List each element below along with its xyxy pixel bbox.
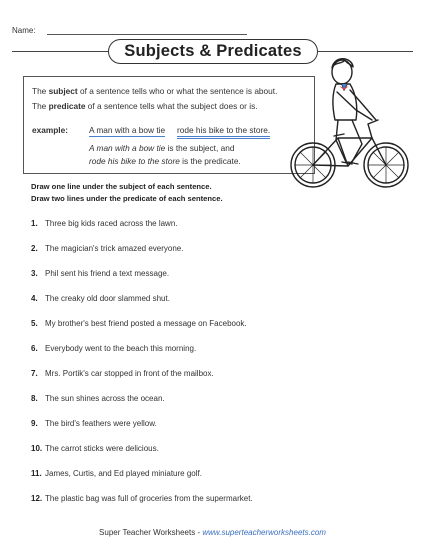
boy-riding-bike-icon bbox=[290, 50, 412, 192]
sentence-number: 7. bbox=[31, 369, 38, 378]
sentence-item bbox=[31, 269, 169, 278]
sentence-item bbox=[31, 319, 247, 328]
sentence-item bbox=[31, 444, 159, 453]
sentence-text: The creaky old door slammed shut. bbox=[45, 294, 170, 303]
example-predicate: rode his bike to the store. bbox=[177, 125, 270, 139]
sentence-number: 5. bbox=[31, 319, 38, 328]
sentence-item bbox=[31, 244, 183, 253]
sentence-item bbox=[31, 419, 157, 428]
sentence-text: My brother's best friend posted a message on Facebook. bbox=[45, 319, 247, 328]
sentence-number: 2. bbox=[31, 244, 38, 253]
sentence-number: 4. bbox=[31, 294, 38, 303]
sentence-text: Mrs. Portik's car stopped in front of the mailbox. bbox=[45, 369, 214, 378]
example-subject: A man with a bow tie bbox=[89, 125, 166, 135]
sentence-text: The carrot sticks were delicious. bbox=[45, 444, 159, 453]
sentence-number: 6. bbox=[31, 344, 38, 353]
name-line[interactable] bbox=[47, 34, 247, 35]
sentence-text: Everybody went to the beach this morning. bbox=[45, 344, 197, 353]
sentence-text: The sun shines across the ocean. bbox=[45, 394, 165, 403]
sentence-item bbox=[31, 219, 178, 228]
title-box bbox=[108, 39, 318, 64]
sentence-item bbox=[31, 344, 196, 353]
instruction-two-lines: Draw two lines under the predicate of each sentence. bbox=[31, 194, 223, 203]
footer-brand: Super Teacher Worksheets bbox=[99, 528, 196, 537]
sentence-number: 9. bbox=[31, 419, 38, 428]
sentence-text: The plastic bag was full of groceries from the supermarket. bbox=[45, 494, 253, 503]
sentence-text: James, Curtis, and Ed played miniature golf. bbox=[45, 469, 202, 478]
example-note-predicate: rode his bike to the store is the predicate. bbox=[89, 156, 241, 166]
sentence-number: 10. bbox=[31, 444, 43, 453]
sentence-item bbox=[31, 294, 170, 303]
definition-box bbox=[23, 76, 315, 174]
sentence-text: The bird's feathers were yellow. bbox=[45, 419, 157, 428]
example-label: example: bbox=[32, 125, 68, 135]
sentence-item bbox=[31, 494, 253, 503]
sentence-text: The magician's trick amazed everyone. bbox=[45, 244, 184, 253]
sentence-number: 8. bbox=[31, 394, 38, 403]
predicate-definition: The predicate of a sentence tells what the subject does or is. bbox=[32, 101, 258, 111]
example-note-subject: A man with a bow tie is the subject, and bbox=[89, 143, 235, 153]
sentence-item bbox=[31, 369, 214, 378]
sentence-number: 1. bbox=[31, 219, 38, 228]
sentence-text: Three big kids raced across the lawn. bbox=[45, 219, 178, 228]
footer-url-link[interactable]: www.superteacherworksheets.com bbox=[202, 528, 326, 537]
instruction-one-line: Draw one line under the subject of each sentence. bbox=[31, 182, 212, 191]
sentence-number: 12. bbox=[31, 494, 43, 503]
sentence-item bbox=[31, 394, 165, 403]
name-label: Name: bbox=[12, 26, 36, 35]
subject-definition: The subject of a sentence tells who or what the sentence is about. bbox=[32, 86, 278, 96]
sentence-number: 3. bbox=[31, 269, 38, 278]
page-title: Subjects & Predicates bbox=[124, 42, 302, 60]
sentence-item bbox=[31, 469, 202, 478]
footer-separator: - bbox=[195, 528, 203, 537]
footer bbox=[0, 528, 425, 537]
sentence-number: 11. bbox=[31, 469, 42, 478]
sentence-text: Phil sent his friend a text message. bbox=[45, 269, 170, 278]
